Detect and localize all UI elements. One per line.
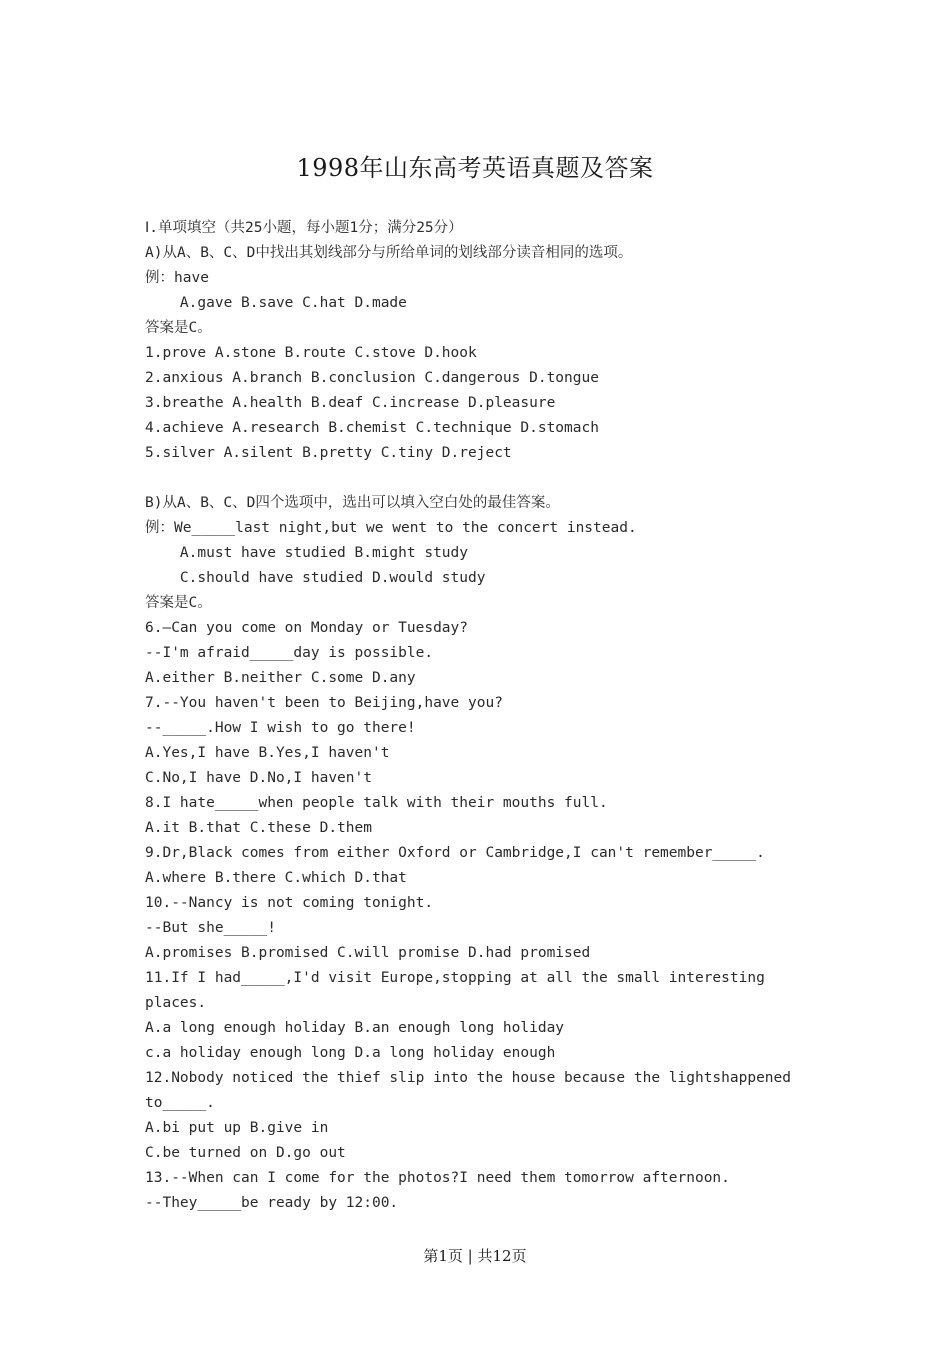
text-line: 8.I hate_____when people talk with their mouths full. <box>145 795 608 811</box>
document-body <box>145 216 792 1216</box>
text-line: A.gave B.save C.hat D.made <box>145 295 407 311</box>
text-line: --I'm afraid_____day is possible. <box>145 645 434 661</box>
text-line: 2.anxious A.branch B.conclusion C.dangerous D.tongue <box>145 370 599 386</box>
text-line: --But she_____! <box>145 920 276 936</box>
text-line: 例：have <box>145 270 209 286</box>
text-line: A.where B.there C.which D.that <box>145 870 407 886</box>
text-line: B)从A、B、C、D四个选项中，选出可以填入空白处的最佳答案。 <box>145 495 560 511</box>
text-line: 答案是C。 <box>145 320 212 336</box>
text-line: C.No,I have D.No,I haven't <box>145 770 372 786</box>
text-line: A.must have studied B.might study <box>145 545 469 561</box>
page-title: 1998年山东高考英语真题及答案 <box>296 154 654 182</box>
blank-line <box>145 466 785 491</box>
text-line: 1.prove A.stone B.route C.stove D.hook <box>145 345 477 361</box>
text-line: A)从A、B、C、D中找出其划线部分与所给单词的划线部分读音相同的选项。 <box>145 245 633 261</box>
text-line: 6.—Can you come on Monday or Tuesday? <box>145 620 469 636</box>
text-line: Ⅰ.单项填空（共25小题，每小题1分；满分25分） <box>145 220 463 236</box>
text-line: 3.breathe A.health B.deaf C.increase D.pleasure <box>145 395 556 411</box>
text-line: --They_____be ready by 12:00. <box>145 1195 399 1211</box>
text-line: A.bi put up B.give in <box>145 1120 329 1136</box>
text-line: places. <box>145 995 207 1011</box>
text-line: 10.--Nancy is not coming tonight. <box>145 895 434 911</box>
text-line: to_____. <box>145 1095 215 1111</box>
text-line: 13.--When can I come for the photos?I need them tomorrow afternoon. <box>145 1170 730 1186</box>
text-line: 7.--You haven't been to Beijing,have you? <box>145 695 503 711</box>
text-line: 4.achieve A.research B.chemist C.technique D.stomach <box>145 420 599 436</box>
text-line: C.should have studied D.would study <box>145 570 486 586</box>
page-footer: 第1页 | 共12页 <box>423 1247 527 1265</box>
text-line: A.Yes,I have B.Yes,I haven't <box>145 745 390 761</box>
text-line: A.either B.neither C.some D.any <box>145 670 416 686</box>
text-line: 5.silver A.silent B.pretty C.tiny D.reject <box>145 445 512 461</box>
text-line: 12.Nobody noticed the thief slip into the house because the lightshappened <box>145 1070 792 1086</box>
text-line: A.promises B.promised C.will promise D.had promised <box>145 945 591 961</box>
text-line: A.it B.that C.these D.them <box>145 820 372 836</box>
text-line: A.a long enough holiday B.an enough long holiday <box>145 1020 565 1036</box>
text-line: 9.Dr,Black comes from either Oxford or Cambridge,I can't remember_____. <box>145 845 765 861</box>
text-line: 例：We_____last night,but we went to the concert instead. <box>145 520 637 536</box>
text-line: --_____.How I wish to go there! <box>145 720 416 736</box>
text-line: 答案是C。 <box>145 595 212 611</box>
text-line: 11.If I had_____,I'd visit Europe,stopping at all the small interesting <box>145 970 765 986</box>
text-line: c.a holiday enough long D.a long holiday enough <box>145 1045 556 1061</box>
text-line: C.be turned on D.go out <box>145 1145 346 1161</box>
